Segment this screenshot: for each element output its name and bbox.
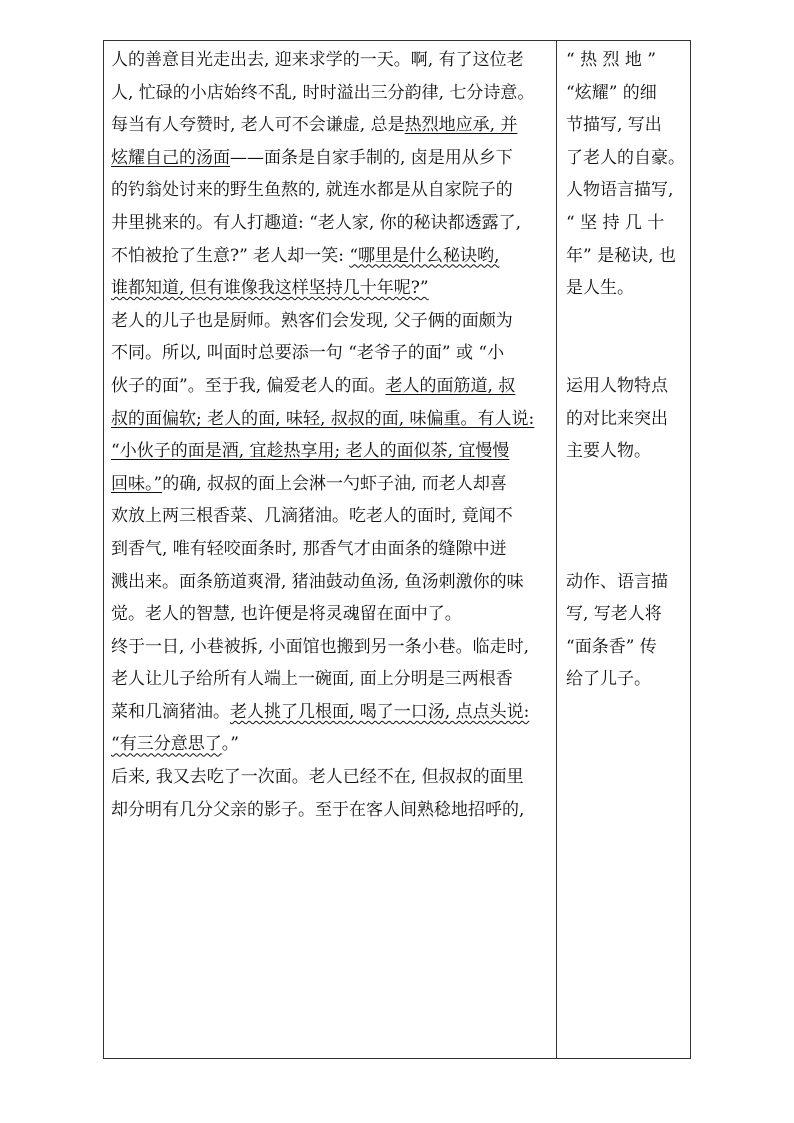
passage-text: 。” bbox=[221, 734, 239, 755]
note-line: 节描写, 写出 bbox=[566, 115, 662, 136]
passage-line bbox=[111, 728, 553, 761]
note-line: 写, 写老人将 bbox=[566, 604, 662, 625]
note-line: 了老人的自豪。 bbox=[566, 147, 685, 168]
passage-line bbox=[111, 761, 553, 794]
underlined-text: “小伙子的面是酒, 宜趁热享用; 老人的面似茶, 宜慢慢 bbox=[111, 441, 510, 462]
passage-line bbox=[111, 109, 553, 142]
passage-line bbox=[111, 631, 553, 664]
passage-text: 觉。老人的智慧, 也许便是将灵魂留在面中了。 bbox=[111, 604, 462, 625]
passage-text: 菜和几滴猪油。 bbox=[111, 701, 230, 722]
passage-text: 却分明有几分父亲的影子。至于在客人间熟稔地招呼的, bbox=[111, 799, 525, 820]
passage-text: 的钓翁处讨来的野生鱼熬的, 就连水都是从自家院子的 bbox=[111, 180, 513, 201]
underlined-text: 回味。” bbox=[111, 473, 163, 494]
passage-text: 老人的儿子也是厨师。熟客们会发现, 父子俩的面颇为 bbox=[111, 310, 513, 331]
passage-text: 不怕被抢了生意?” 老人却一笑: bbox=[111, 245, 350, 266]
passage-line bbox=[111, 533, 553, 566]
annotation-note bbox=[566, 370, 688, 468]
passage-line bbox=[111, 696, 553, 729]
note-line: “ 坚 持 几 十 bbox=[566, 212, 665, 233]
passage-line bbox=[111, 240, 553, 273]
passage-line bbox=[111, 403, 553, 436]
passage-line bbox=[111, 566, 553, 599]
passage-text: 溅出来。面条筋道爽滑, 猪油鼓动鱼汤, 鱼汤刺激你的味 bbox=[111, 571, 524, 592]
passage-text: 的确, 叔叔的面上会淋一勺虾子油, 而老人却喜 bbox=[162, 473, 507, 494]
passage-line bbox=[111, 500, 553, 533]
passage-line bbox=[111, 598, 553, 631]
wavy-underlined-text: 谁都知道, 但有谁像我这样坚持几十年呢?” bbox=[111, 278, 429, 299]
annotation-note bbox=[566, 566, 688, 696]
passage-line bbox=[111, 272, 553, 305]
passage-text: 伙子的面”。至于我, 偏爱老人的面。 bbox=[111, 375, 386, 396]
passage-text: 老人让儿子给所有人端上一碗面, 面上分明是三两根香 bbox=[111, 669, 513, 690]
note-line: 人物语言描写, bbox=[566, 180, 674, 201]
passage-text: 欢放上两三根香菜、几滴猪油。吃老人的面时, 竟闻不 bbox=[111, 506, 513, 527]
passage-line bbox=[111, 174, 553, 207]
note-line: 年” 是秘诀, 也 bbox=[566, 245, 676, 266]
passage-text: 每当有人夸赞时, 老人可不会谦虚, 总是 bbox=[111, 115, 405, 136]
note-line: 是人生。 bbox=[566, 278, 634, 299]
annotation-note bbox=[566, 44, 688, 305]
underlined-text: 炫耀自己的汤面 bbox=[111, 147, 230, 168]
passage-line bbox=[111, 44, 553, 77]
passage-line bbox=[111, 370, 553, 403]
note-line: “炫耀” 的细 bbox=[566, 82, 657, 103]
note-line: “面条香” 传 bbox=[566, 636, 657, 657]
wavy-underlined-text: “有三分意思了 bbox=[111, 734, 222, 755]
passage-line bbox=[111, 794, 553, 827]
passage-line bbox=[111, 77, 553, 110]
wavy-underlined-text: 老人挑了几根面, 喝了一口汤, 点点头说: bbox=[230, 701, 530, 722]
passage-line bbox=[111, 468, 553, 501]
passage-text: 人, 忙碌的小店始终不乱, 时时溢出三分韵律, 七分诗意。 bbox=[111, 82, 535, 103]
note-line: 给了儿子。 bbox=[566, 669, 651, 690]
passage-text: 人的善意目光走出去, 迎来求学的一天。啊, 有了这位老 bbox=[111, 50, 524, 70]
passage-text: 不同。所以, 叫面时总要添一句 “老爷子的面” 或 “小 bbox=[111, 343, 505, 364]
note-line: 的对比来突出 bbox=[566, 408, 668, 429]
underlined-text: 热烈地应承, 并 bbox=[404, 115, 518, 136]
column-divider bbox=[556, 40, 557, 1059]
note-line: 主要人物。 bbox=[566, 441, 651, 462]
passage-column bbox=[111, 44, 553, 826]
note-line: 动作、语言描 bbox=[566, 571, 668, 592]
passage-line bbox=[111, 305, 553, 338]
passage-text: ——面条是自家手制的, 卤是用从乡下 bbox=[230, 147, 513, 168]
underlined-text: 老人的面筋道, 叔 bbox=[385, 375, 516, 396]
passage-text: 到香气, 唯有轻咬面条时, 那香气才由面条的缝隙中迸 bbox=[111, 538, 507, 559]
passage-line bbox=[111, 337, 553, 370]
underlined-text: 叔的面偏软; 老人的面, 味轻, 叔叔的面, 味偏重。有人说: bbox=[111, 408, 535, 429]
passage-text: 井里挑来的。有人打趣道: “老人家, 你的秘诀都透露了, bbox=[111, 212, 522, 233]
passage-line bbox=[111, 663, 553, 696]
passage-line bbox=[111, 142, 553, 175]
note-line: 运用人物特点 bbox=[566, 376, 668, 396]
wavy-underlined-text: “哪里是什么秘诀哟, bbox=[349, 245, 500, 266]
passage-text: 后来, 我又去吃了一次面。老人已经不在, 但叔叔的面里 bbox=[111, 767, 524, 788]
passage-text: 终于一日, 小巷被拆, 小面馆也搬到另一条小巷。临走时, bbox=[111, 636, 530, 657]
passage-line bbox=[111, 435, 553, 468]
passage-line bbox=[111, 207, 553, 240]
note-line: “ 热 烈 地 ” bbox=[566, 50, 656, 70]
